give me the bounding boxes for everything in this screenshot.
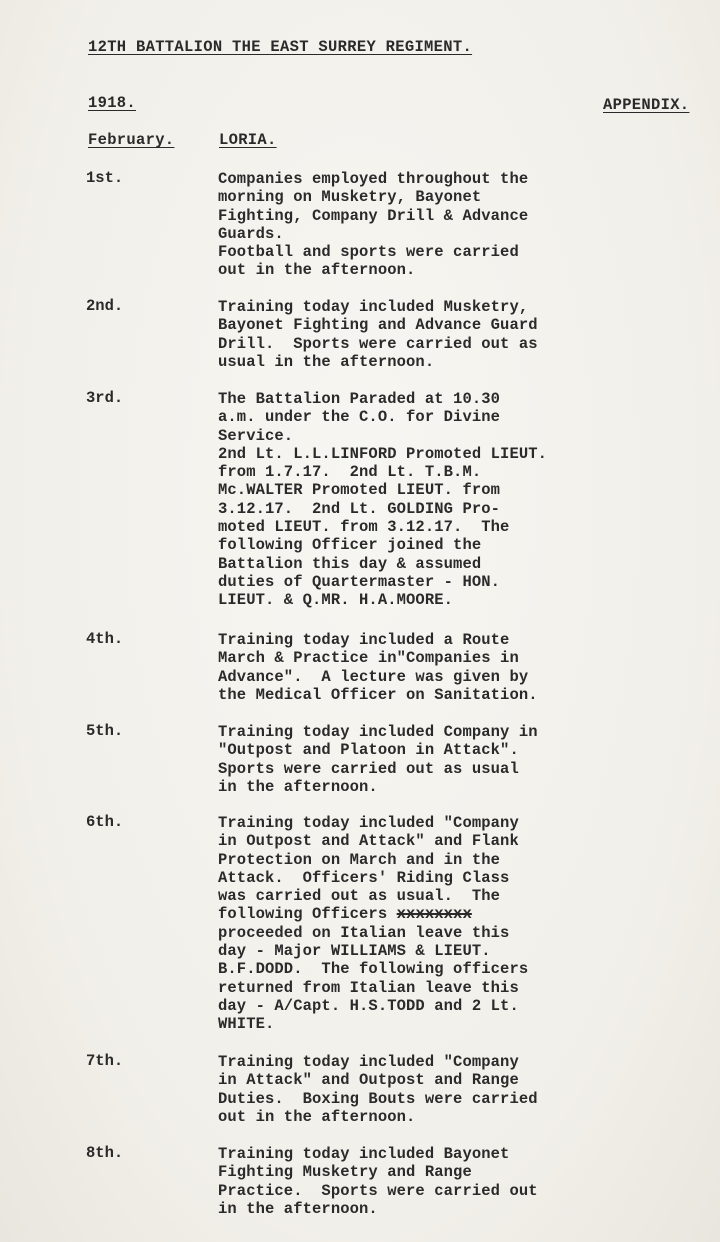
entry-line: Fighting, Company Drill & Advance	[218, 206, 529, 225]
month-heading: February.	[88, 131, 175, 149]
entry-line: Training today included Bayonet	[218, 1145, 510, 1163]
entry-line: Fighting Musketry and Range	[218, 1163, 472, 1182]
entry-date: 3rd.	[86, 389, 124, 407]
entry-line: morning on Musketry, Bayonet	[218, 188, 482, 207]
entry-line: Bayonet Fighting and Advance Guard	[218, 316, 538, 335]
entry-line: was carried out as usual. The	[218, 887, 501, 906]
entry-line: Duties. Boxing Bouts were carried	[218, 1089, 538, 1108]
entry-date: 6th.	[86, 813, 124, 831]
entry-line: Advance". A lecture was given by	[218, 667, 529, 686]
entry-line: Training today included "Company	[218, 814, 519, 832]
entry-line: Training today included a Route	[218, 631, 510, 649]
diary-entry	[218, 723, 708, 796]
entry-line: Training today included Company in	[218, 723, 538, 741]
entry-line: Football and sports were carried	[218, 243, 519, 262]
entry-date: 8th.	[86, 1144, 124, 1162]
entry-date: 1st.	[86, 169, 124, 187]
entry-line: in the afternoon.	[218, 777, 378, 796]
entry-line: March & Practice in"Companies in	[218, 649, 519, 668]
entry-line: following Officer joined the	[218, 536, 482, 555]
entry-line: the Medical Officer on Sanitation.	[218, 685, 538, 704]
diary-entry	[218, 814, 708, 1034]
entry-line: Practice. Sports were carried out	[218, 1181, 538, 1200]
diary-entry	[218, 1145, 708, 1218]
entry-date: 2nd.	[86, 297, 124, 315]
entry-line: proceeded on Italian leave this	[218, 923, 510, 942]
entry-line: WHITE.	[218, 1015, 275, 1034]
entry-line: moted LIEUT. from 3.12.17. The	[218, 518, 510, 537]
diary-entry	[218, 390, 708, 610]
entry-line: Mc.WALTER Promoted LIEUT. from	[218, 481, 501, 500]
entry-line: Training today included "Company	[218, 1053, 519, 1071]
entry-line: Training today included Musketry,	[218, 298, 529, 316]
diary-entry	[218, 170, 708, 280]
year-heading: 1918.	[88, 94, 137, 112]
entry-date: 7th.	[86, 1052, 124, 1070]
diary-entry	[218, 631, 708, 704]
entry-line: The Battalion Paraded at 10.30	[218, 390, 501, 408]
location-heading: LORIA.	[219, 131, 277, 149]
entry-line: usual in the afternoon.	[218, 352, 435, 371]
diary-entry	[218, 298, 708, 371]
entry-line: returned from Italian leave this	[218, 978, 519, 997]
document-title: 12TH BATTALION THE EAST SURREY REGIMENT.	[88, 38, 473, 56]
entry-line: a.m. under the C.O. for Divine	[218, 408, 501, 427]
entry-line: day - Major WILLIAMS & LIEUT.	[218, 942, 491, 961]
entry-line: 2nd Lt. L.L.LINFORD Promoted LIEUT.	[218, 444, 548, 463]
entry-line: in Outpost and Attack" and Flank	[218, 832, 519, 851]
entry-date: 5th.	[86, 722, 124, 740]
entry-line: Attack. Officers' Riding Class	[218, 868, 510, 887]
entry-line: Sports were carried out as usual	[218, 759, 519, 778]
entry-line: from 1.7.17. 2nd Lt. T.B.M.	[218, 463, 482, 482]
struck-out-word: xxxxxxxx	[396, 905, 472, 924]
diary-entry	[218, 1053, 708, 1126]
entry-line: out in the afternoon.	[218, 261, 416, 280]
entry-line: in the afternoon.	[218, 1199, 378, 1218]
entry-line: Companies employed throughout the	[218, 170, 529, 188]
entry-line: Service.	[218, 426, 294, 445]
entry-line: following Officers xxxxxxxx	[218, 905, 472, 924]
appendix-label: APPENDIX.	[603, 96, 690, 114]
entry-line: day - A/Capt. H.S.TODD and 2 Lt.	[218, 996, 519, 1015]
entry-line: duties of Quartermaster - HON.	[218, 572, 501, 591]
entry-line: Drill. Sports were carried out as	[218, 334, 538, 353]
entry-line: "Outpost and Platoon in Attack".	[218, 741, 519, 760]
entry-line: Battalion this day & assumed	[218, 554, 482, 573]
entry-line: 3.12.17. 2nd Lt. GOLDING Pro-	[218, 499, 501, 518]
entry-line: LIEUT. & Q.MR. H.A.MOORE.	[218, 591, 454, 610]
entry-line: Guards.	[218, 224, 284, 243]
entry-date: 4th.	[86, 630, 124, 648]
entry-line: out in the afternoon.	[218, 1107, 416, 1126]
entry-line: in Attack" and Outpost and Range	[218, 1071, 519, 1090]
entry-line: Protection on March and in the	[218, 850, 501, 869]
entry-line: B.F.DODD. The following officers	[218, 960, 529, 979]
